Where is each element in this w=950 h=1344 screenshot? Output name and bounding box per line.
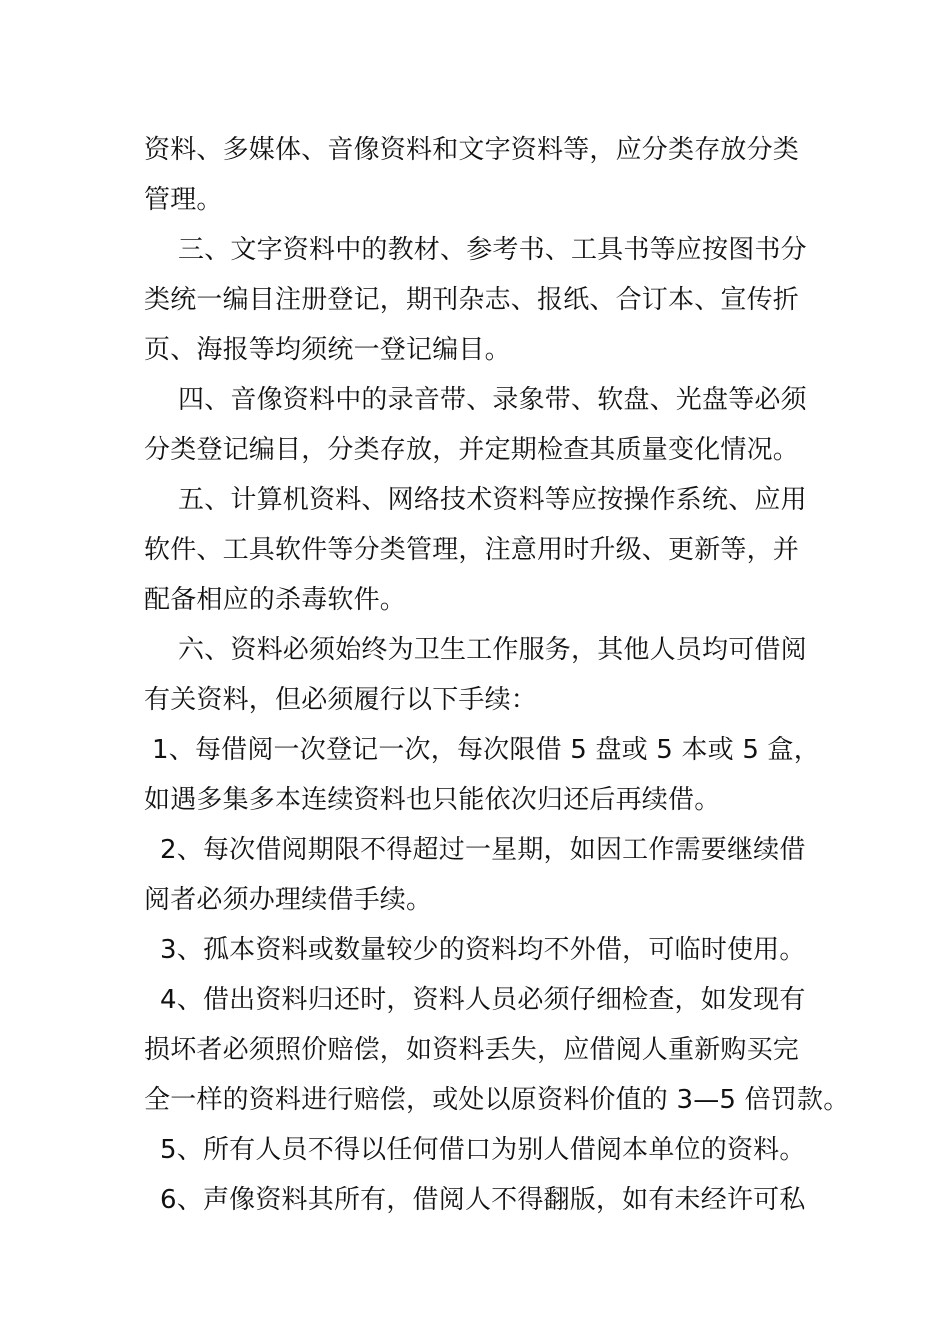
text-line: 分类登记编目，分类存放，并定期检查其质量变化情况。 — [144, 435, 800, 465]
paragraph-5-line: 五、计算机资料、网络技术资料等应按操作系统、应用 — [178, 485, 807, 515]
list-item-2-line: 2、每次借阅期限不得超过一星期，如因工作需要继续借 — [160, 835, 806, 865]
text-line: 如遇多集多本连续资料也只能依次归还后再续借。 — [144, 785, 721, 815]
text-line: 有关资料，但必须履行以下手续： — [144, 685, 538, 715]
paragraph-3-line: 三、文字资料中的教材、参考书、工具书等应按图书分 — [178, 235, 807, 265]
text-line: 类统一编目注册登记，期刊杂志、报纸、合订本、宣传折 — [144, 285, 800, 315]
text-line: 损坏者必须照价赔偿，如资料丢失，应借阅人重新购买完 — [144, 1035, 800, 1065]
paragraph-6-line: 六、资料必须始终为卫生工作服务，其他人员均可借阅 — [178, 635, 807, 665]
list-item-1-line: 1、每借阅一次登记一次，每次限借 5 盘或 5 本或 5 盒， — [152, 735, 820, 765]
text-line: 管理。 — [144, 185, 223, 215]
text-line: 全一样的资料进行赔偿，或处以原资料价值的 3—5 倍罚款。 — [144, 1085, 850, 1115]
list-item-5-line: 5、所有人员不得以任何借口为别人借阅本单位的资料。 — [160, 1135, 806, 1165]
text-line: 软件、工具软件等分类管理，注意用时升级、更新等，并 — [144, 535, 800, 565]
paragraph-4-line: 四、音像资料中的录音带、录象带、软盘、光盘等必须 — [178, 385, 807, 415]
text-line: 阅者必须办理续借手续。 — [144, 885, 433, 915]
list-item-4-line: 4、借出资料归还时，资料人员必须仔细检查，如发现有 — [160, 985, 806, 1015]
text-line: 页、海报等均须统一登记编目。 — [144, 335, 511, 365]
text-line: 资料、多媒体、音像资料和文字资料等，应分类存放分类 — [144, 135, 800, 165]
list-item-3-line: 3、孤本资料或数量较少的资料均不外借，可临时使用。 — [160, 935, 806, 965]
list-item-6-line: 6、声像资料其所有，借阅人不得翻版，如有未经许可私 — [160, 1185, 806, 1215]
text-line: 配备相应的杀毒软件。 — [144, 585, 407, 615]
